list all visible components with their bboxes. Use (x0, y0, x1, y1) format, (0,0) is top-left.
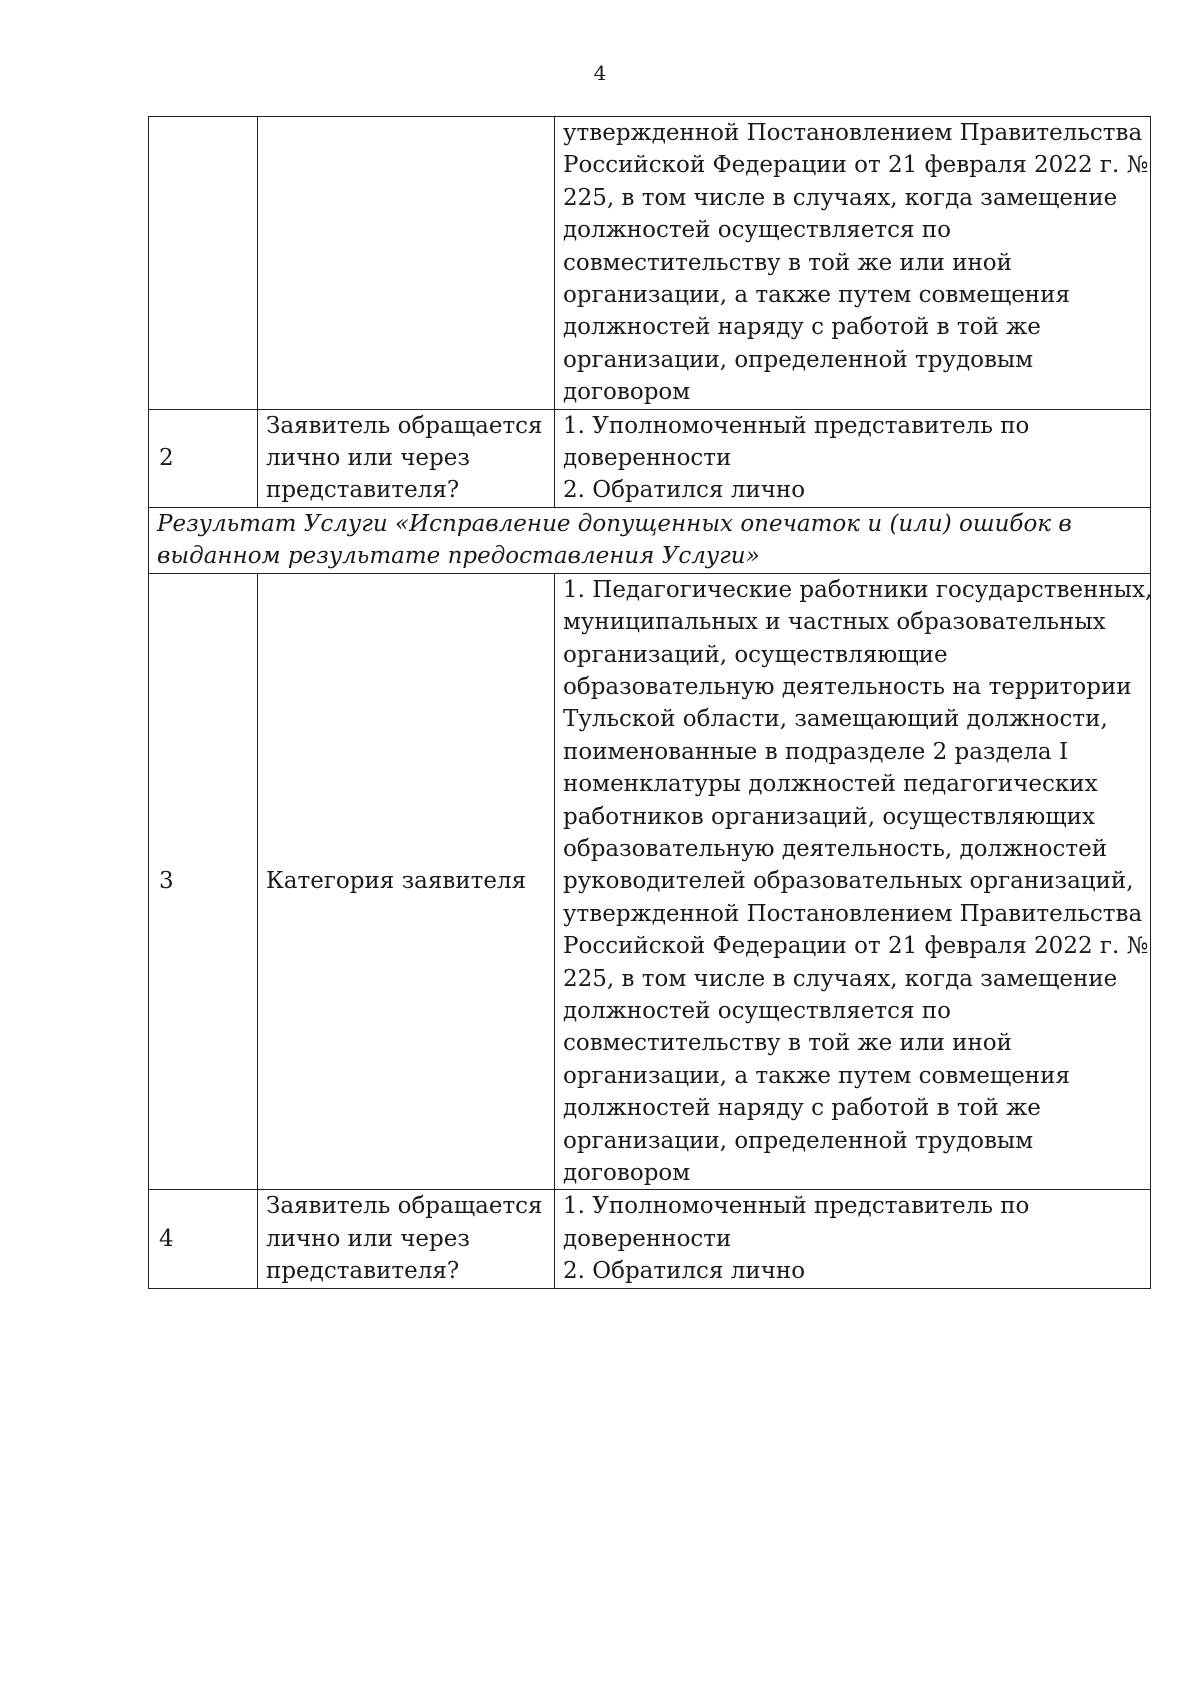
answer-line: 1. Педагогические работники государственных, (563, 576, 1153, 603)
question-cell (258, 1190, 555, 1288)
question-line: лично или через (266, 445, 470, 472)
table-row (149, 573, 1151, 1190)
answer-line: муниципальных и частных образовательных (563, 609, 1106, 636)
answer-line: организации, определенной трудовым (563, 1127, 1034, 1154)
criteria-table (148, 116, 1151, 1289)
answer-line: договором (563, 1160, 691, 1186)
row-number-cell: 4 (149, 1190, 258, 1288)
question-line: представителя? (266, 477, 460, 504)
answer-line: образовательную деятельность, должностей (563, 835, 1108, 862)
answer-line: организаций, осуществляющие (563, 641, 948, 668)
answer-line: совместительству в той же или иной (563, 1030, 1012, 1057)
question-line: Заявитель обращается (266, 1193, 543, 1220)
answer-line: 1. Уполномоченный представитель по (563, 1193, 1030, 1220)
answer-line: 225, в том числе в случаях, когда замещение (563, 965, 1118, 992)
answer-line: доверенности (563, 1225, 732, 1252)
row-number-cell: 2 (149, 409, 258, 507)
question-line: представителя? (266, 1258, 460, 1285)
answer-line: образовательную деятельность на территории (563, 673, 1132, 700)
answer-line: руководителей образовательных организаций, (563, 868, 1134, 895)
answer-line: 2. Обратился лично (563, 477, 806, 504)
answer-cell (555, 409, 1151, 507)
row-number-cell (149, 117, 258, 410)
section-row (149, 507, 1151, 573)
question-cell: Категория заявителя (258, 573, 555, 1190)
answer-line: поименованные в подразделе 2 раздела I (563, 738, 1069, 765)
answer-cell (555, 573, 1151, 1190)
question-line: лично или через (266, 1225, 470, 1252)
answer-line: организации, определенной трудовым (563, 346, 1034, 373)
section-heading-line: Результат Услуги «Исправление допущенных опечаток и (или) ошибок в (157, 510, 1072, 537)
answer-line: номенклатуры должностей педагогических (563, 771, 1098, 798)
answer-cell (555, 1190, 1151, 1288)
page-number: 4 (593, 61, 607, 85)
section-heading (149, 507, 1151, 573)
answer-line: совместительству в той же или иной (563, 249, 1012, 276)
question-cell (258, 409, 555, 507)
table-row (149, 1190, 1151, 1288)
answer-line: доверенности (563, 445, 732, 472)
answer-line: 2. Обратился лично (563, 1258, 806, 1285)
answer-line: утвержденной Постановлением Правительства (563, 900, 1143, 927)
answer-line: Тульской области, замещающий должности, (563, 706, 1108, 733)
table-row (149, 409, 1151, 507)
answer-line: 1. Уполномоченный представитель по (563, 412, 1030, 439)
section-heading-line: выданном результате предоставления Услуги» (157, 543, 760, 570)
answer-line: должностей осуществляется по (563, 997, 951, 1024)
answer-line: организации, а также путем совмещения (563, 1062, 1070, 1089)
answer-cell (555, 117, 1151, 410)
answer-line: организации, а также путем совмещения (563, 282, 1070, 309)
question-line: Заявитель обращается (266, 412, 543, 439)
answer-line: должностей наряду с работой в той же (563, 314, 1041, 341)
row-number-cell: 3 (149, 573, 258, 1190)
answer-line: 225, в том числе в случаях, когда замещение (563, 184, 1118, 211)
answer-line: Российской Федерации от 21 февраля 2022 г. № (563, 152, 1149, 179)
answer-line: должностей наряду с работой в той же (563, 1095, 1041, 1122)
question-cell (258, 117, 555, 410)
answer-line: утвержденной Постановлением Правительства (563, 120, 1143, 146)
answer-line: Российской Федерации от 21 февраля 2022 г. № (563, 933, 1149, 960)
answer-line: договором (563, 379, 691, 406)
answer-line: должностей осуществляется по (563, 217, 951, 244)
table-row (149, 117, 1151, 410)
answer-line: работников организаций, осуществляющих (563, 803, 1095, 830)
